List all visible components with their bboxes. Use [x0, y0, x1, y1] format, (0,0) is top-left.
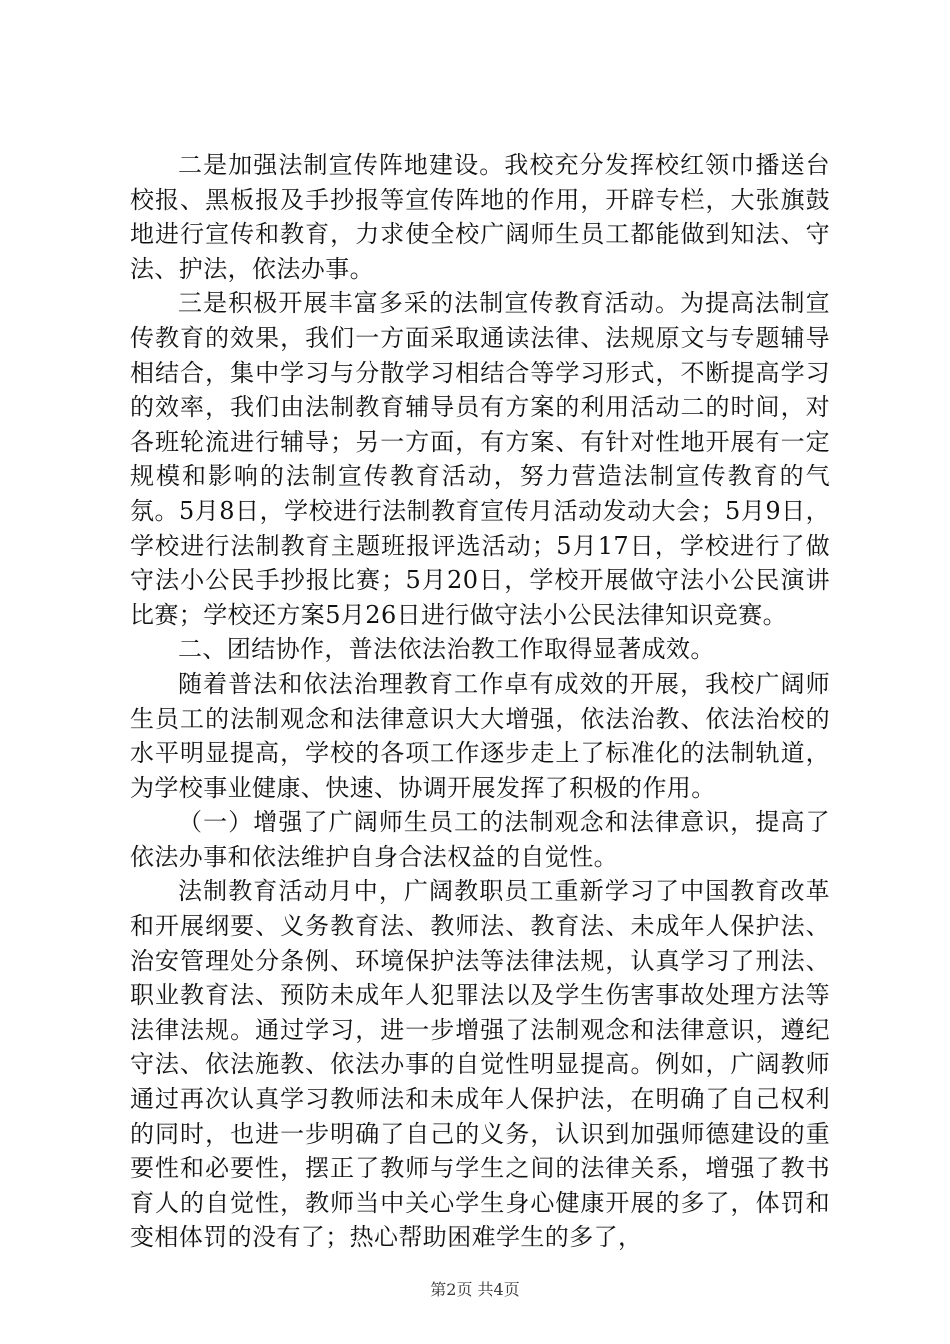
section-heading: 二、团结协作，普法依法治教工作取得显著成效。 — [178, 635, 715, 664]
paragraph-1: 二是加强法制宣传阵地建设。我校充分发挥校红领巾播送台校报、黑板报及手抄报等宣传阵地的作用，开辟专栏，大张旗鼓地进行宣传和教育，力求使全校广阔师生员工都能做到知法、守法、护法，依法办事。 — [130, 151, 830, 283]
paragraph-4: 法制教育活动月中，广阔教职员工重新学习了中国教育改革和开展纲要、义务教育法、教师法、教育法、未成年人保护法、治安管理处分条例、环境保护法等法律法规，认真学习了刑法、职业教育法、预防未成年人犯罪法以及学生伤害事故处理方法等法律法规。通过学习，进一步增强了法制观念和法律意识，遵纪守法、依法施教、依法办事的自觉性明显提高。例如，广阔教师通过再次认真学习教师法和未成年人保护法，在明确了自己权利的同时，也进一步明确了自己的义务，认识到加强师德建设的重要性和必要性，摆正了教师与学生之间的法律关系，增强了教书育人的自觉性，教师当中关心学生身心健康开展的多了，体罚和变相体罚的没有了；热心帮助困难学生的多了， — [130, 877, 830, 1252]
subsection-heading: （一）增强了广阔师生员工的法制观念和法律意识，提高了依法办事和依法维护自身合法权益的自觉性。 — [130, 808, 830, 871]
paragraph-2: 三是积极开展丰富多采的法制宣传教育活动。为提高法制宣传教育的效果，我们一方面采取通读法律、法规原文与专题辅导相结合，集中学习与分散学习相结合等学习形式，不断提高学习的效率，我们由法制教育辅导员有方案的利用活动二的时间，对各班轮流进行辅导；另一方面，有方案、有针对性地开展有一定规模和影响的法制宣传教育活动，努力营造法制宣传教育的气氛。5月8日，学校进行法制教育宣传月活动发动大会；5月9日，学校进行法制教育主题班报评选活动；5月17日，学校进行了做守法小公民手抄报比赛；5月20日，学校开展做守法小公民演讲比赛；学校还方案5月26日进行做守法小公民法律知识竞赛。 — [130, 289, 830, 629]
page-footer: 第2页 共4页 — [430, 1280, 520, 1299]
paragraph-3: 随着普法和依法治理教育工作卓有成效的开展，我校广阔师生员工的法制观念和法律意识大大增强，依法治教、依法治校的水平明显提高，学校的各项工作逐步走上了标准化的法制轨道，为学校事业健康、快速、协调开展发挥了积极的作用。 — [130, 669, 830, 802]
document-body — [130, 148, 830, 1255]
